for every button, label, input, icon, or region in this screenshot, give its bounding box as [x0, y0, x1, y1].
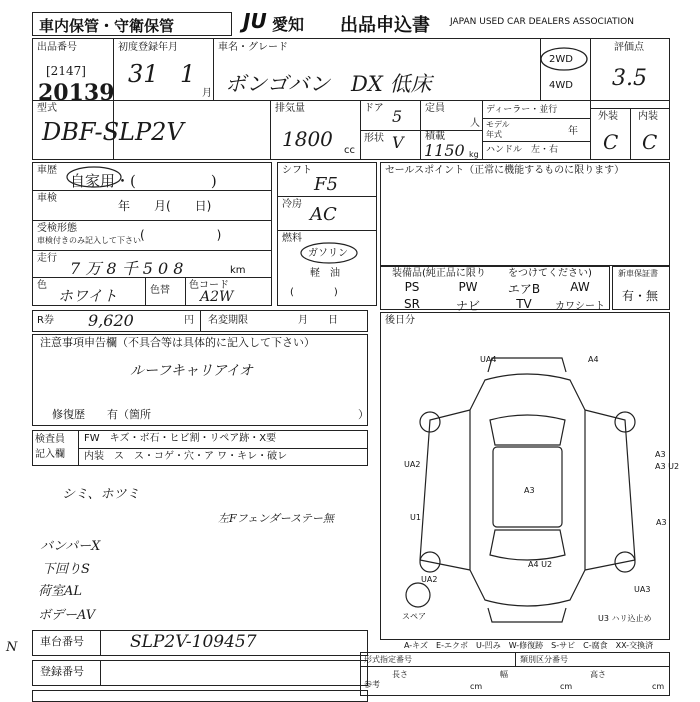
model-code-label: 型式 — [37, 103, 57, 114]
mark-a3-right: A3 — [655, 450, 666, 459]
declare-label: 注意事項申告欄（不具合等は具体的に記入して下さい） — [40, 336, 315, 349]
tax-amount: 9,620 — [88, 311, 134, 330]
lot-label: 出品番号 — [37, 42, 77, 53]
diagram-legend: A-キズ E-エクボ U-凹み W-修復跡 S-サビ C-腐食 XX-交換済 — [404, 641, 654, 650]
interior-grade: C — [642, 130, 658, 154]
mark-a3-center: A3 — [524, 486, 535, 495]
equip-navi: ナビ — [455, 299, 480, 313]
mark-a3-u2: A3 U2 — [655, 462, 680, 471]
inspection-line: 年 月( 日) — [118, 199, 212, 213]
equipment-grid — [384, 280, 608, 313]
next-insp-sub: 車検付きのみ記入して下さい — [37, 236, 141, 245]
mark-ua2-left: UA2 — [404, 460, 421, 469]
sales-point-label: セールスポイント（正常に機能するものに限ります） — [385, 165, 625, 176]
color-code: A2W — [200, 289, 234, 305]
color-change-label: 色替 — [150, 285, 170, 296]
doors-label: ドア — [364, 103, 384, 114]
lot-bracket-no: [2147] — [46, 64, 86, 78]
form-title: 出品申込書 — [340, 15, 430, 36]
equip-tv: TV — [516, 297, 532, 311]
inspector-label-2: 記入欄 — [35, 449, 65, 460]
equip-airbag: エアB — [507, 282, 541, 296]
drive-2wd: 2WD — [549, 54, 573, 65]
inspector-row-1: FW キズ・ボ石・ヒビ割・リペア跡・X要 — [84, 433, 277, 444]
lot-number: 20139 — [38, 80, 115, 106]
fuel-circle-mark — [298, 240, 360, 266]
first-reg-label: 初度登録年月 — [118, 42, 178, 53]
inspector-side-note: 左Fフェンダーステー無 — [218, 512, 334, 525]
mark-ua3: UA3 — [634, 585, 651, 594]
inspector-note-2: バンパーX — [40, 539, 101, 554]
margin-mark: N — [6, 640, 18, 655]
ac-label: 冷房 — [282, 199, 302, 210]
color-label: 色 — [37, 280, 47, 291]
model-year-label: モデル 年式 — [486, 120, 510, 139]
ref-label: 参考 — [364, 680, 380, 689]
model-code: DBF-SLP2V — [42, 118, 184, 146]
inspector-note-4: 荷室AL — [38, 584, 83, 599]
mark-u1: U1 — [410, 513, 421, 522]
exterior-grade: C — [603, 130, 619, 154]
kg-unit: kg — [469, 150, 479, 159]
repair-end: ） — [358, 408, 369, 421]
fuel-diesel: 軽 油 — [310, 268, 340, 279]
reg-label: 登録番号 — [40, 665, 84, 678]
chassis-number: SLP2V-109457 — [130, 632, 257, 652]
mark-ua4: UA4 — [480, 355, 497, 364]
length-cm: cm — [470, 682, 483, 691]
interior-label: 内装 — [638, 111, 658, 122]
shift: F5 — [314, 174, 338, 195]
deadline-label: 名変期限 — [208, 315, 248, 326]
eval-label: 評価点 — [614, 42, 644, 53]
exterior-label: 外装 — [598, 111, 618, 122]
model-year-unit: 年 — [568, 126, 578, 137]
chassis-label: 車台番号 — [40, 635, 84, 648]
height-cm: cm — [652, 682, 665, 691]
displacement: 1800 — [282, 127, 333, 151]
height-label: 高さ — [590, 670, 606, 679]
mark-ua2-bottom: UA2 — [421, 575, 438, 584]
fuel-label: 燃料 — [282, 233, 302, 244]
repair-label: 修復歴 有（箇所 — [52, 408, 151, 421]
shift-label: シフト — [282, 165, 312, 176]
next-insp-label: 受検形態 — [37, 223, 77, 234]
equip-pw: PW — [458, 280, 478, 294]
org-name: 愛知 — [272, 15, 305, 34]
load: 1150 — [424, 141, 465, 160]
equip-sr: SR — [404, 297, 420, 311]
ac: AC — [310, 204, 337, 225]
dealer-label: ディーラー・並行 — [486, 105, 558, 115]
tax-label: R券 — [37, 315, 54, 326]
usage-label: 車歴 — [37, 165, 57, 176]
warranty-label: 新車保証書 — [618, 269, 658, 278]
capacity-unit: 人 — [470, 118, 480, 129]
fuel-other: ( ) — [290, 287, 338, 298]
drive-4wd: 4WD — [549, 80, 573, 91]
equip-ps: PS — [404, 280, 420, 294]
length-label: 長さ — [392, 670, 408, 679]
inspector-note-3: 下回りS — [42, 562, 90, 577]
inspector-label: 検査員 — [35, 434, 65, 445]
width-cm: cm — [560, 682, 573, 691]
equip-aw: AW — [570, 280, 590, 294]
eval-score: 3.5 — [612, 66, 647, 91]
mark-a3-right-low: A3 — [656, 518, 667, 527]
ju-logo: JU — [243, 9, 267, 33]
deadline-month-day: 月 日 — [298, 315, 338, 326]
first-reg-year: 31 — [128, 60, 159, 88]
mark-spare: スペア — [402, 612, 426, 621]
storage-note: 車内保管・守衛保管 — [39, 17, 175, 35]
inspector-note-1: シミ、ホツミ — [62, 487, 140, 502]
width-label: 幅 — [500, 670, 508, 679]
cc-unit: cc — [344, 145, 355, 156]
declare-text: ルーフキャリアイオ — [130, 363, 254, 379]
fuel-gas: ガソリン — [308, 248, 348, 259]
next-insp-line: ( ) — [140, 228, 222, 242]
model-grade: ボンゴバン DX 低床 — [225, 72, 432, 96]
storage-note-box — [32, 12, 232, 36]
usage: 自家用・( ) — [70, 172, 217, 190]
tax-yen: 円 — [184, 315, 194, 326]
color-code-label: 色コード — [189, 280, 229, 291]
drive-circle-mark — [538, 44, 590, 74]
load-label: 積載 — [425, 131, 445, 142]
form-no-label: 形式指定番号 — [364, 655, 412, 664]
warranty-opts: 有・無 — [622, 289, 659, 303]
mark-a4-u2: A4 U2 — [528, 560, 553, 569]
inspector-row-2: 内装 ス ス・コゲ・穴・ア ワ・キレ・破レ — [84, 451, 288, 462]
mark-a4-top: A4 — [588, 355, 599, 364]
after-label: 後日分 — [385, 315, 415, 326]
bottom-strip — [32, 690, 368, 702]
class-no-label: 類別区分番号 — [520, 655, 568, 664]
doors: 5 — [392, 107, 403, 126]
steering-label: ハンドル 左・右 — [486, 145, 559, 155]
shape: V — [392, 133, 404, 152]
sales-point-block — [380, 162, 670, 266]
shape-label: 形状 — [364, 133, 384, 144]
mark-u3-note: U3 ハリ込止め — [598, 614, 652, 623]
km-unit: km — [230, 265, 246, 276]
mileage-label: 走行 — [37, 253, 57, 264]
equipment-label: 装備品(純正品に限り — [392, 268, 486, 279]
association-en: JAPAN USED CAR DEALERS ASSOCIATION — [450, 17, 634, 27]
equipment-label-2: をつけてください) — [508, 268, 592, 279]
usage-circle-mark — [64, 164, 124, 190]
model-grade-label: 車名・グレード — [218, 42, 288, 53]
inspector-note-5: ボデーAV — [38, 608, 96, 623]
capacity-label: 定員 — [425, 103, 445, 114]
mileage: 7 万 8 千 5 0 8 — [70, 259, 184, 278]
inspection-label: 車検 — [37, 193, 57, 204]
displacement-label: 排気量 — [275, 103, 305, 114]
first-reg-month: 1 — [180, 60, 196, 88]
color: ホワイト — [58, 287, 118, 305]
month-unit: 月 — [202, 88, 212, 99]
equip-leather: カワシート — [555, 301, 605, 312]
